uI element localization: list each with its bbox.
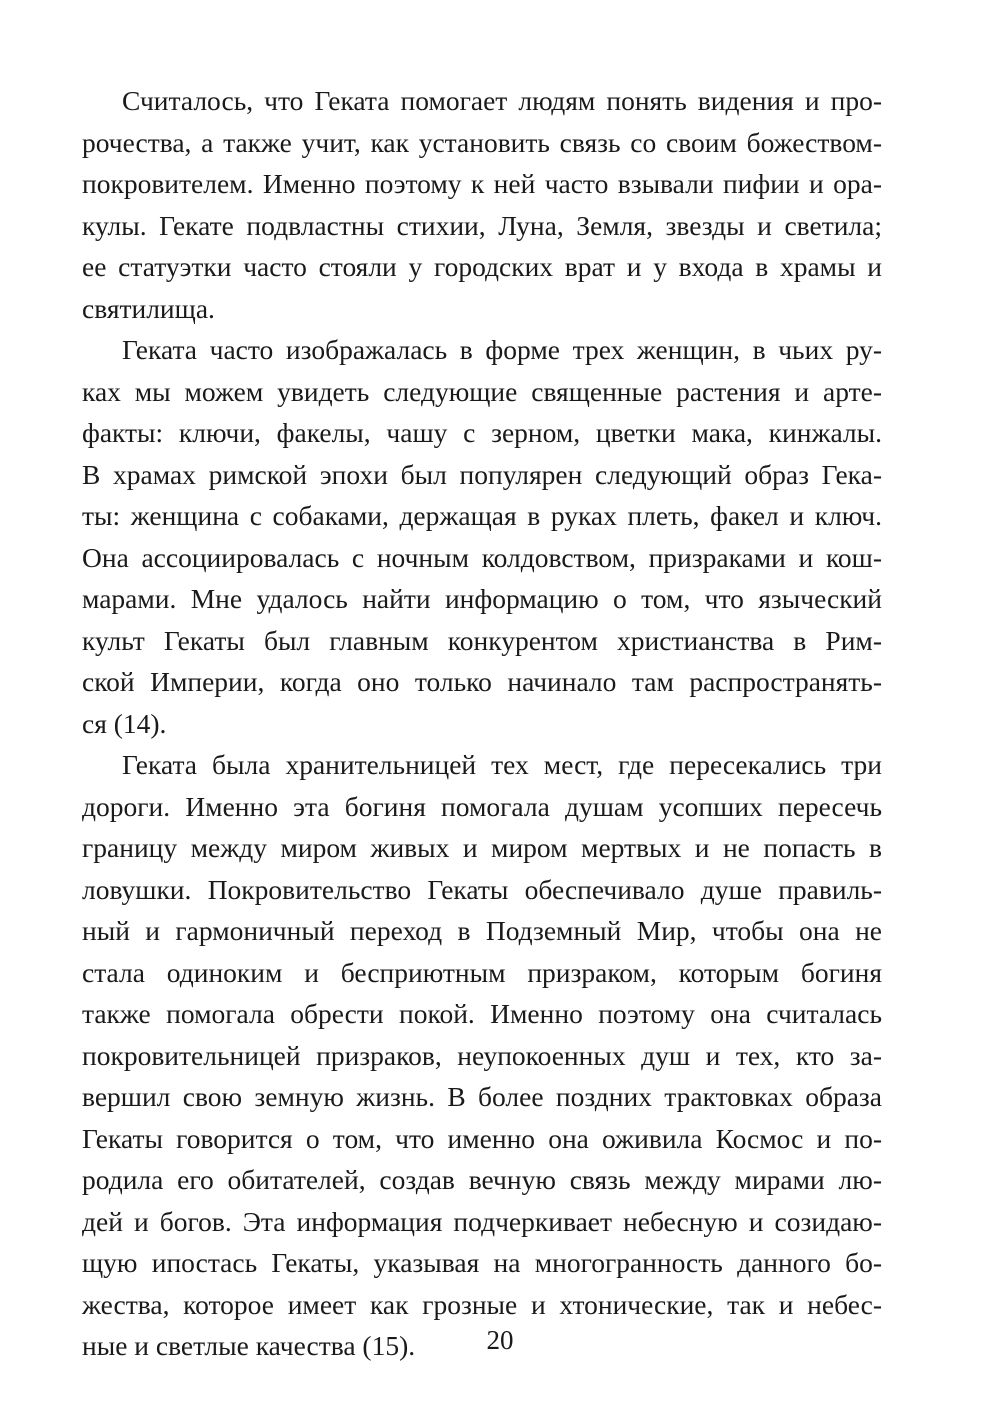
text-line: щую ипостась Гекаты, указывая на многогранность данного бо- [82,1247,882,1278]
text-line: Гекаты говорится о том, что именно она оживила Космос и по- [82,1122,882,1154]
text-line: Считалось, что Геката помогает людям понять видения и про- [122,85,882,116]
body-text [82,80,882,1367]
text-line: рочества, а также учит, как установить связь со своим божеством- [82,126,882,158]
text-line: ее статуэтки часто стояли у городских врат и у входа в храмы и [82,251,882,282]
paragraph-3 [82,744,882,1367]
text-line: кулы. Гекате подвластны стихии, Луна, Земля, звезды и светила; [82,209,882,241]
text-line: родила его обитателей, создав вечную связь между мирами лю- [82,1164,882,1195]
text-line: покровителем. Именно поэтому к ней часто взывали пифии и ора- [82,168,882,199]
text-line: стала одиноким и бесприютным призраком, которым богиня [82,956,882,988]
text-line: ской Империи, когда оно только начинало там распространять- [82,666,882,697]
text-line: ловушки. Покровительство Гекаты обеспечивало душе правиль- [82,873,882,905]
text-line: жества, которое имеет как грозные и хтонические, так и небес- [82,1288,882,1320]
text-line: ся (14). [82,707,167,739]
text-line: марами. Мне удалось найти информацию о том, что языческий [82,583,882,614]
paragraph-2 [82,329,882,744]
text-line: ные и светлые качества (15). [82,1330,416,1361]
paragraph-1 [82,80,882,329]
text-line: границу между миром живых и миром мертвых и не попасть в [82,832,882,863]
text-line: ный и гармоничный переход в Подземный Мир, чтобы она не [82,915,882,946]
text-line: ках мы можем увидеть следующие священные растения и арте- [82,375,882,407]
page-number: 20 [486,1325,514,1355]
text-line: дей и богов. Эта информация подчеркивает небесную и созидаю- [82,1205,882,1237]
text-line: дороги. Именно эта богиня помогала душам усопших пересечь [82,790,882,822]
text-line: Геката часто изображалась в форме трех женщин, в чьих ру- [122,334,882,365]
text-line: вершил свою земную жизнь. В более поздних трактовках образа [82,1081,882,1112]
text-line: ты: женщина с собаками, держащая в руках плеть, факел и ключ. [82,500,882,531]
text-line: покровительницей призраков, неупокоенных душ и тех, кто за- [82,1039,882,1071]
text-line: святилища. [82,292,215,324]
text-line: Геката была хранительницей тех мест, где пересекались три [122,749,882,780]
text-line: также помогала обрести покой. Именно поэтому она считалась [82,998,882,1029]
text-line: факты: ключи, факелы, чашу с зерном, цветки мака, кинжалы. [82,417,882,448]
text-line: В храмах римской эпохи был популярен следующий образ Гека- [82,458,882,490]
text-line: культ Гекаты был главным конкурентом христианства в Рим- [82,624,882,656]
text-line: Она ассоциировалась с ночным колдовством, призраками и кош- [82,541,882,573]
